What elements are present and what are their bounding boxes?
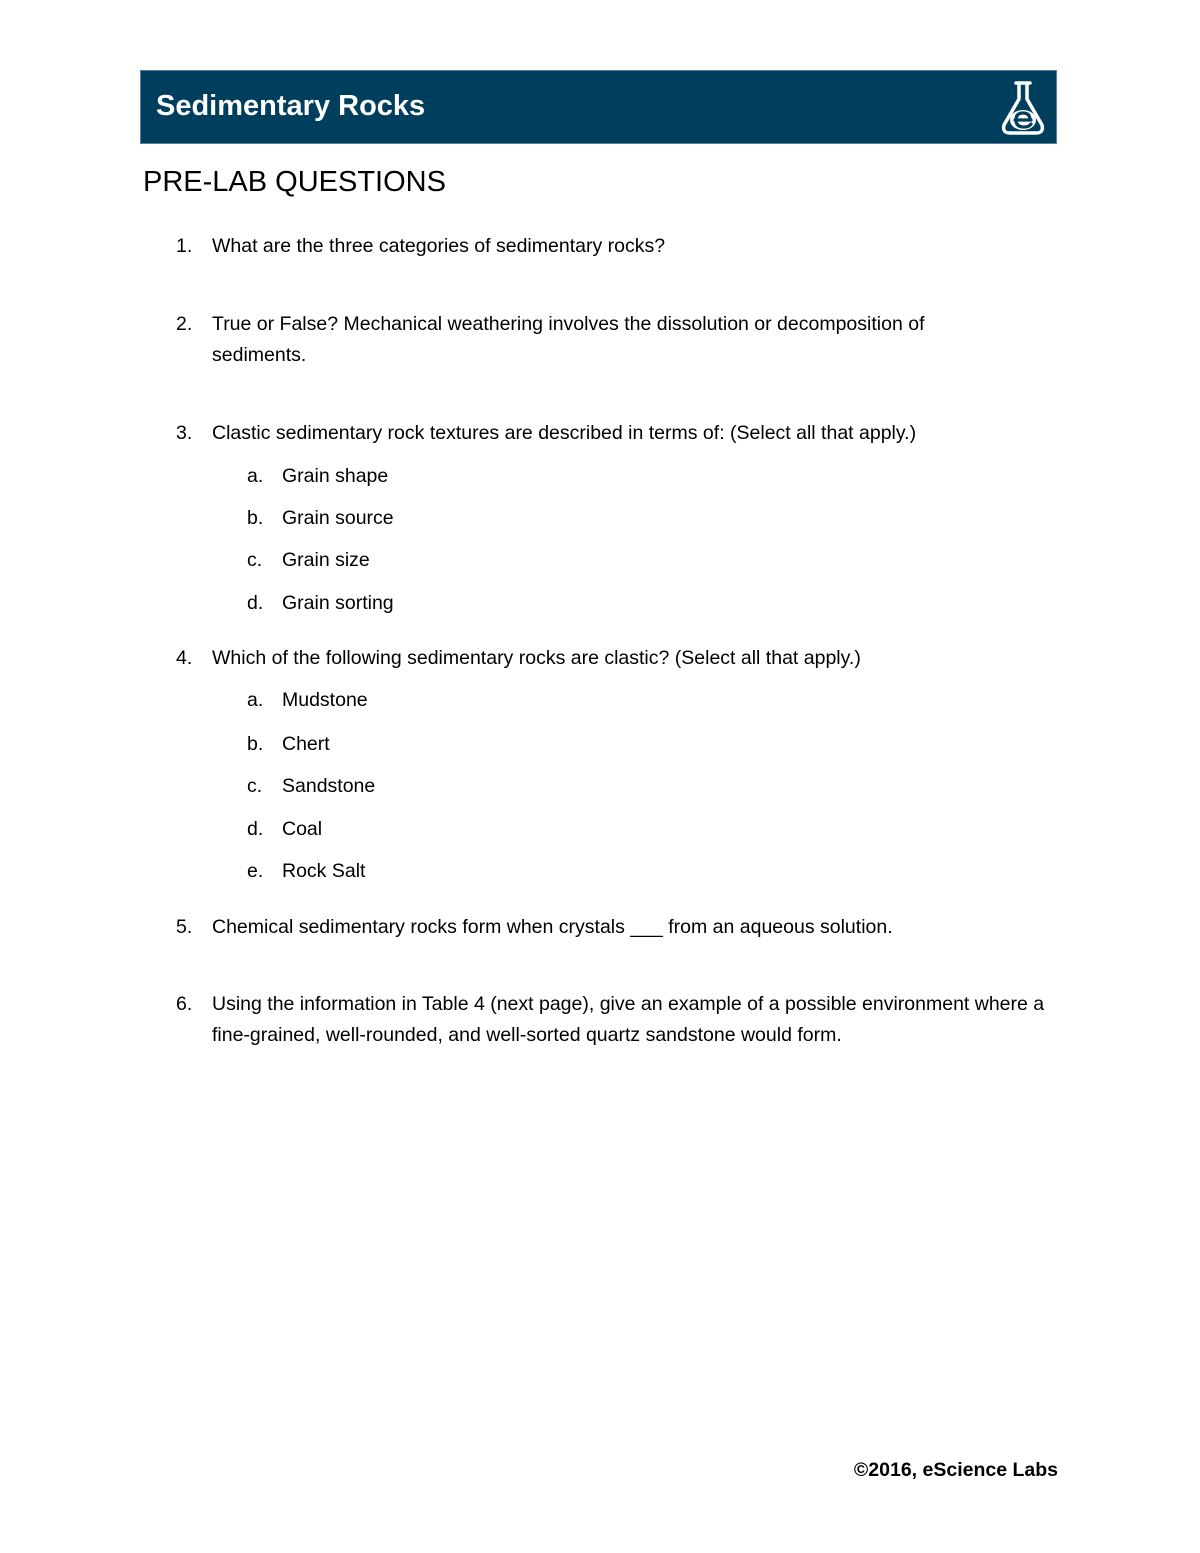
question-number: 6.: [176, 993, 193, 1015]
question-text: What are the three categories of sedimentary rocks?: [212, 235, 666, 257]
question-text: Using the information in Table 4 (next page), give an example of a possible environment where a fine-grained, well-rounded, and well-sorted quartz sandstone would form.: [212, 993, 1045, 1046]
question-2: [176, 309, 1016, 371]
question-5: [176, 912, 1046, 943]
option-item: [247, 685, 368, 716]
option-text: Grain source: [282, 507, 394, 529]
option-text: Mudstone: [282, 689, 368, 711]
option-letter: e.: [247, 860, 264, 882]
option-letter: b.: [247, 733, 264, 755]
question-number: 1.: [176, 235, 193, 257]
question-text: Which of the following sedimentary rocks are clastic? (Select all that apply.): [212, 647, 861, 669]
option-letter: a.: [247, 465, 264, 487]
option-item: [247, 729, 330, 760]
option-item: [247, 503, 394, 534]
option-text: Sandstone: [282, 775, 376, 797]
question-text: Clastic sedimentary rock textures are described in terms of: (Select all that apply.): [212, 422, 917, 444]
option-letter: a.: [247, 689, 264, 711]
question-number: 4.: [176, 647, 193, 669]
question-3: [176, 418, 1046, 449]
flask-e-icon: [1000, 79, 1046, 137]
option-letter: d.: [247, 818, 264, 840]
option-item: [247, 856, 365, 887]
option-item: [247, 588, 394, 619]
option-item: [247, 771, 375, 802]
option-letter: c.: [247, 775, 263, 797]
option-text: Grain sorting: [282, 592, 394, 614]
option-text: Rock Salt: [282, 860, 366, 882]
question-6: [176, 989, 1046, 1051]
copyright-footer: ©2016, eScience Labs: [853, 1459, 1058, 1481]
question-number: 5.: [176, 916, 193, 938]
option-item: [247, 461, 388, 492]
question-1: [176, 231, 1046, 262]
option-item: [247, 814, 322, 845]
option-text: Chert: [282, 733, 330, 755]
option-letter: c.: [247, 549, 263, 571]
option-text: Grain shape: [282, 465, 389, 487]
section-title: PRE-LAB QUESTIONS: [143, 166, 446, 198]
option-letter: d.: [247, 592, 264, 614]
question-text: True or False? Mechanical weathering involves the dissolution or decomposition of sediments.: [212, 313, 925, 366]
document-title: Sedimentary Rocks: [156, 90, 426, 122]
option-item: [247, 545, 370, 576]
option-text: Grain size: [282, 549, 370, 571]
question-text: Chemical sedimentary rocks form when crystals ___ from an aqueous solution.: [212, 916, 893, 938]
header-banner: [140, 70, 1057, 144]
question-number: 2.: [176, 313, 193, 335]
option-text: Coal: [282, 818, 323, 840]
question-4: [176, 643, 1046, 674]
question-number: 3.: [176, 422, 193, 444]
option-letter: b.: [247, 507, 264, 529]
